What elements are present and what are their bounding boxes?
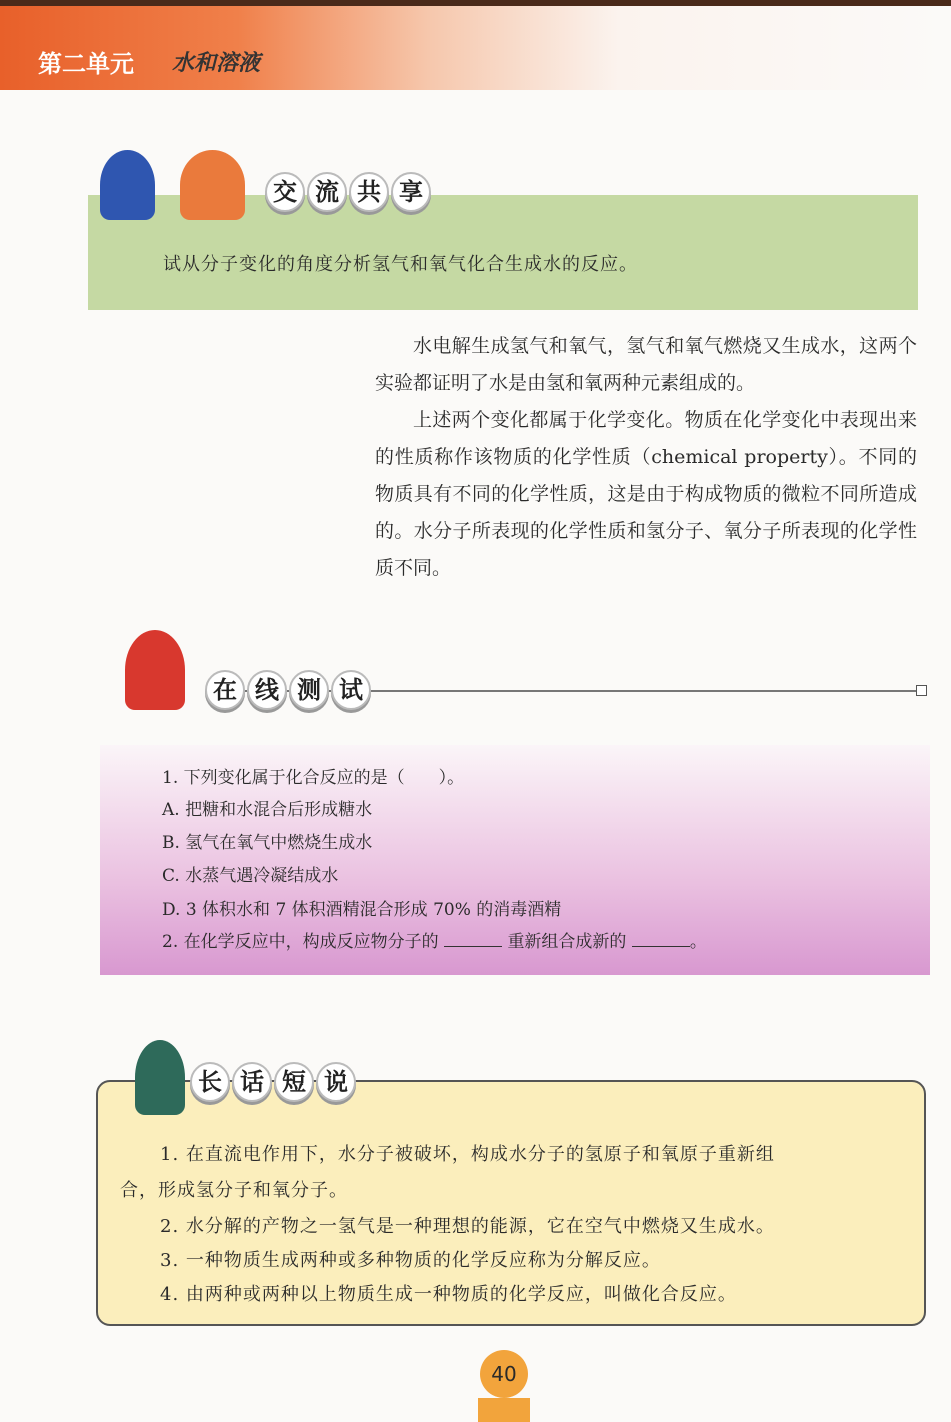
title-char: 线	[247, 670, 287, 710]
question-1: 1. 下列变化属于化合反应的是（ ）。	[162, 768, 465, 788]
summary-item: 合，形成氢分子和氧分子。	[120, 1180, 348, 1201]
unit-title: 水和溶液	[172, 50, 261, 76]
title-char: 交	[265, 172, 305, 212]
q2-text: 2. 在化学反应中，构成反应物分子的	[162, 932, 439, 952]
option-a: A. 把糖和水混合后形成糖水	[162, 800, 373, 820]
question-2	[162, 927, 707, 952]
q2-text: 重新组合成新的	[507, 932, 627, 952]
title-char: 话	[232, 1062, 272, 1102]
title-char: 共	[349, 172, 389, 212]
summary-title	[190, 1062, 356, 1102]
paragraph: 上述两个变化都属于化学变化。物质在化学变化中表现出来的性质称作该物质的化学性质（chemical property）。不同的物质具有不同的化学性质，这是由于构成物质的微粒不同所造成的。水分子所表现的化学性质和氢分子、氧分子所表现的化学性质不同。	[375, 409, 917, 579]
summary-box	[96, 1080, 926, 1326]
girl-illustration-icon	[135, 1040, 185, 1115]
exchange-prompt: 试从分子变化的角度分析氢气和氧气化合生成水的反应。	[163, 254, 638, 275]
summary-item: 1. 在直流电作用下，水分子被破坏，构成水分子的氢原子和氧原子重新组	[160, 1144, 775, 1165]
paragraph: 水电解生成氢气和氧气，氢气和氧气燃烧又生成水，这两个实验都证明了水是由氢和氧两种元素组成的。	[375, 335, 917, 394]
top-edge	[0, 0, 951, 6]
answer-blank[interactable]	[632, 946, 690, 947]
girl-illustration-icon	[180, 150, 245, 220]
boy-illustration-icon	[100, 150, 155, 220]
summary-item: 2. 水分解的产物之一氢气是一种理想的能源，它在空气中燃烧又生成水。	[160, 1216, 775, 1237]
quiz-title	[205, 670, 371, 710]
option-b: B. 氢气在氧气中燃烧生成水	[162, 833, 373, 853]
divider-end-icon	[916, 685, 927, 696]
title-char: 流	[307, 172, 347, 212]
title-char: 在	[205, 670, 245, 710]
answer-blank[interactable]	[444, 946, 502, 947]
title-char: 说	[316, 1062, 356, 1102]
page-number: 40	[480, 1350, 528, 1398]
option-c: C. 水蒸气遇冷凝结成水	[162, 866, 339, 886]
unit-label: 第二单元	[38, 50, 134, 78]
chapter-header	[0, 0, 951, 90]
title-char: 短	[274, 1062, 314, 1102]
title-char: 长	[190, 1062, 230, 1102]
girl-laptop-illustration-icon	[125, 630, 185, 710]
exchange-title	[265, 172, 431, 212]
title-char: 试	[331, 670, 371, 710]
title-char: 测	[289, 670, 329, 710]
summary-item: 4. 由两种或两种以上物质生成一种物质的化学反应，叫做化合反应。	[160, 1284, 737, 1305]
page-tab	[478, 1398, 530, 1422]
q2-text: 。	[689, 932, 707, 952]
summary-item: 3. 一种物质生成两种或多种物质的化学反应称为分解反应。	[160, 1250, 661, 1271]
option-d: D. 3 体积水和 7 体积酒精混合形成 70% 的消毒酒精	[162, 900, 562, 920]
quiz-box	[100, 745, 930, 975]
title-char: 享	[391, 172, 431, 212]
body-text	[375, 328, 917, 587]
